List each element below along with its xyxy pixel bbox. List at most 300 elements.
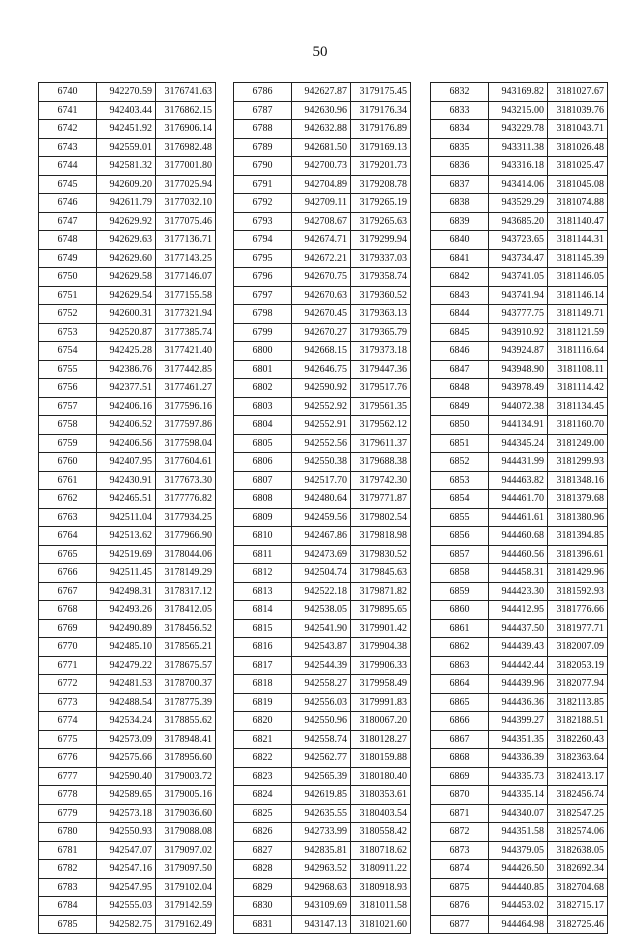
x-coordinate-cell: 943723.65 [489, 231, 548, 250]
table-row [431, 434, 608, 453]
point-number-cell: 6754 [39, 342, 97, 361]
x-coordinate-cell: 944351.35 [489, 730, 548, 749]
x-coordinate-cell: 942629.60 [97, 249, 156, 268]
x-coordinate-cell: 942544.39 [292, 656, 351, 675]
point-number-cell: 6876 [431, 897, 489, 916]
x-coordinate-cell: 942519.69 [97, 545, 156, 564]
point-number-cell: 6832 [431, 83, 489, 102]
x-coordinate-cell: 942552.91 [292, 416, 351, 435]
y-coordinate-cell: 3179742.30 [351, 471, 411, 490]
table-row [39, 878, 216, 897]
point-number-cell: 6743 [39, 138, 97, 157]
y-coordinate-cell: 3180558.42 [351, 823, 411, 842]
y-coordinate-cell: 3177673.30 [156, 471, 216, 490]
point-number-cell: 6790 [234, 157, 292, 176]
point-number-cell: 6845 [431, 323, 489, 342]
point-number-cell: 6833 [431, 101, 489, 120]
y-coordinate-cell: 3182456.74 [548, 786, 608, 805]
x-coordinate-cell: 943215.00 [489, 101, 548, 120]
y-coordinate-cell: 3181043.71 [548, 120, 608, 139]
y-coordinate-cell: 3177597.86 [156, 416, 216, 435]
y-coordinate-cell: 3178412.05 [156, 601, 216, 620]
y-coordinate-cell: 3181140.47 [548, 212, 608, 231]
y-coordinate-cell: 3179176.89 [351, 120, 411, 139]
y-coordinate-cell: 3179562.12 [351, 416, 411, 435]
point-number-cell: 6826 [234, 823, 292, 842]
y-coordinate-cell: 3181249.00 [548, 434, 608, 453]
y-coordinate-cell: 3177598.04 [156, 434, 216, 453]
table-row [234, 564, 411, 583]
y-coordinate-cell: 3179360.52 [351, 286, 411, 305]
point-number-cell: 6814 [234, 601, 292, 620]
x-coordinate-cell: 944439.43 [489, 638, 548, 657]
x-coordinate-cell: 942377.51 [97, 379, 156, 398]
point-number-cell: 6811 [234, 545, 292, 564]
x-coordinate-cell: 942968.63 [292, 878, 351, 897]
x-coordinate-cell: 942629.58 [97, 268, 156, 287]
table-row [234, 730, 411, 749]
y-coordinate-cell: 3181045.08 [548, 175, 608, 194]
y-coordinate-cell: 3179895.65 [351, 601, 411, 620]
point-number-cell: 6852 [431, 453, 489, 472]
x-coordinate-cell: 942425.28 [97, 342, 156, 361]
y-coordinate-cell: 3179906.33 [351, 656, 411, 675]
x-coordinate-cell: 942589.65 [97, 786, 156, 805]
point-number-cell: 6855 [431, 508, 489, 527]
point-number-cell: 6771 [39, 656, 97, 675]
x-coordinate-cell: 943414.06 [489, 175, 548, 194]
table-row [234, 471, 411, 490]
point-number-cell: 6805 [234, 434, 292, 453]
table-row [234, 416, 411, 435]
y-coordinate-cell: 3181039.76 [548, 101, 608, 120]
x-coordinate-cell: 942406.16 [97, 397, 156, 416]
table-row [234, 305, 411, 324]
point-number-cell: 6778 [39, 786, 97, 805]
point-number-cell: 6807 [234, 471, 292, 490]
x-coordinate-cell: 942406.52 [97, 416, 156, 435]
x-coordinate-cell: 942479.22 [97, 656, 156, 675]
x-coordinate-cell: 942550.96 [292, 712, 351, 731]
x-coordinate-cell: 942430.91 [97, 471, 156, 490]
y-coordinate-cell: 3181977.71 [548, 619, 608, 638]
x-coordinate-cell: 942565.39 [292, 767, 351, 786]
table-row [431, 268, 608, 287]
x-coordinate-cell: 943741.05 [489, 268, 548, 287]
x-coordinate-cell: 942552.92 [292, 397, 351, 416]
y-coordinate-cell: 3181116.64 [548, 342, 608, 361]
y-coordinate-cell: 3179871.82 [351, 582, 411, 601]
table-row [431, 490, 608, 509]
point-number-cell: 6749 [39, 249, 97, 268]
table-row [234, 675, 411, 694]
x-coordinate-cell: 942559.01 [97, 138, 156, 157]
y-coordinate-cell: 3182638.05 [548, 841, 608, 860]
x-coordinate-cell: 943147.13 [292, 915, 351, 934]
table-row [234, 342, 411, 361]
point-number-cell: 6758 [39, 416, 97, 435]
table-row [39, 249, 216, 268]
table-row [234, 286, 411, 305]
x-coordinate-cell: 942630.96 [292, 101, 351, 120]
y-coordinate-cell: 3181394.85 [548, 527, 608, 546]
point-number-cell: 6779 [39, 804, 97, 823]
table-row [431, 286, 608, 305]
table-row [234, 693, 411, 712]
table-row [431, 175, 608, 194]
point-number-cell: 6753 [39, 323, 97, 342]
y-coordinate-cell: 3177776.82 [156, 490, 216, 509]
point-number-cell: 6846 [431, 342, 489, 361]
x-coordinate-cell: 942493.26 [97, 601, 156, 620]
table-row [431, 786, 608, 805]
table-row [431, 749, 608, 768]
table-row [234, 582, 411, 601]
x-coordinate-cell: 942600.31 [97, 305, 156, 324]
point-number-cell: 6812 [234, 564, 292, 583]
point-number-cell: 6874 [431, 860, 489, 879]
y-coordinate-cell: 3181299.93 [548, 453, 608, 472]
point-number-cell: 6847 [431, 360, 489, 379]
x-coordinate-cell: 944464.98 [489, 915, 548, 934]
table-row [431, 453, 608, 472]
table-row [234, 601, 411, 620]
point-number-cell: 6830 [234, 897, 292, 916]
table-row [431, 342, 608, 361]
table-row [431, 804, 608, 823]
x-coordinate-cell: 942629.54 [97, 286, 156, 305]
y-coordinate-cell: 3179561.35 [351, 397, 411, 416]
y-coordinate-cell: 3179299.94 [351, 231, 411, 250]
y-coordinate-cell: 3177321.94 [156, 305, 216, 324]
table-row [431, 619, 608, 638]
x-coordinate-cell: 942619.85 [292, 786, 351, 805]
table-row [234, 138, 411, 157]
table-row [431, 379, 608, 398]
point-number-cell: 6854 [431, 490, 489, 509]
y-coordinate-cell: 3177001.80 [156, 157, 216, 176]
table-row [234, 619, 411, 638]
x-coordinate-cell: 944461.70 [489, 490, 548, 509]
x-coordinate-cell: 942451.92 [97, 120, 156, 139]
point-number-cell: 6819 [234, 693, 292, 712]
y-coordinate-cell: 3179088.08 [156, 823, 216, 842]
point-number-cell: 6745 [39, 175, 97, 194]
x-coordinate-cell: 942590.40 [97, 767, 156, 786]
x-coordinate-cell: 942407.95 [97, 453, 156, 472]
x-coordinate-cell: 942386.76 [97, 360, 156, 379]
y-coordinate-cell: 3181146.05 [548, 268, 608, 287]
table-row [39, 175, 216, 194]
x-coordinate-cell: 943685.20 [489, 212, 548, 231]
table-row [431, 823, 608, 842]
table-row [234, 194, 411, 213]
x-coordinate-cell: 942513.62 [97, 527, 156, 546]
x-coordinate-cell: 942733.99 [292, 823, 351, 842]
y-coordinate-cell: 3178775.39 [156, 693, 216, 712]
y-coordinate-cell: 3179176.34 [351, 101, 411, 120]
x-coordinate-cell: 942511.04 [97, 508, 156, 527]
table-row [39, 268, 216, 287]
y-coordinate-cell: 3179169.13 [351, 138, 411, 157]
y-coordinate-cell: 3177442.85 [156, 360, 216, 379]
table-row [431, 675, 608, 694]
table-row [39, 860, 216, 879]
y-coordinate-cell: 3180159.88 [351, 749, 411, 768]
table-row [39, 564, 216, 583]
x-coordinate-cell: 944426.50 [489, 860, 548, 879]
point-number-cell: 6817 [234, 656, 292, 675]
table-row [39, 675, 216, 694]
x-coordinate-cell: 942550.93 [97, 823, 156, 842]
point-number-cell: 6839 [431, 212, 489, 231]
table-row [431, 101, 608, 120]
y-coordinate-cell: 3179102.04 [156, 878, 216, 897]
point-number-cell: 6802 [234, 379, 292, 398]
table-row [431, 878, 608, 897]
point-number-cell: 6800 [234, 342, 292, 361]
point-number-cell: 6858 [431, 564, 489, 583]
x-coordinate-cell: 944461.61 [489, 508, 548, 527]
y-coordinate-cell: 3178565.21 [156, 638, 216, 657]
x-coordinate-cell: 942590.92 [292, 379, 351, 398]
x-coordinate-cell: 944072.38 [489, 397, 548, 416]
y-coordinate-cell: 3182715.17 [548, 897, 608, 916]
x-coordinate-cell: 942547.95 [97, 878, 156, 897]
table-row [234, 897, 411, 916]
table-row [431, 138, 608, 157]
x-coordinate-cell: 944439.96 [489, 675, 548, 694]
x-coordinate-cell: 942498.31 [97, 582, 156, 601]
x-coordinate-cell: 944134.91 [489, 416, 548, 435]
point-number-cell: 6761 [39, 471, 97, 490]
x-coordinate-cell: 944437.50 [489, 619, 548, 638]
x-coordinate-cell: 942681.50 [292, 138, 351, 157]
table-row [431, 767, 608, 786]
point-number-cell: 6865 [431, 693, 489, 712]
x-coordinate-cell: 942490.89 [97, 619, 156, 638]
y-coordinate-cell: 3179818.98 [351, 527, 411, 546]
table-row [39, 767, 216, 786]
y-coordinate-cell: 3179097.50 [156, 860, 216, 879]
point-number-cell: 6859 [431, 582, 489, 601]
point-number-cell: 6803 [234, 397, 292, 416]
y-coordinate-cell: 3181149.71 [548, 305, 608, 324]
x-coordinate-cell: 942627.87 [292, 83, 351, 102]
point-number-cell: 6849 [431, 397, 489, 416]
table-row [39, 379, 216, 398]
x-coordinate-cell: 942517.70 [292, 471, 351, 490]
table-row [431, 656, 608, 675]
x-coordinate-cell: 942552.56 [292, 434, 351, 453]
x-coordinate-cell: 943741.94 [489, 286, 548, 305]
y-coordinate-cell: 3177075.46 [156, 212, 216, 231]
point-number-cell: 6825 [234, 804, 292, 823]
y-coordinate-cell: 3179991.83 [351, 693, 411, 712]
y-coordinate-cell: 3180180.40 [351, 767, 411, 786]
point-number-cell: 6762 [39, 490, 97, 509]
y-coordinate-cell: 3181145.39 [548, 249, 608, 268]
x-coordinate-cell: 942541.90 [292, 619, 351, 638]
table-row [431, 545, 608, 564]
x-coordinate-cell: 942632.88 [292, 120, 351, 139]
x-coordinate-cell: 942538.05 [292, 601, 351, 620]
y-coordinate-cell: 3180918.93 [351, 878, 411, 897]
y-coordinate-cell: 3182260.43 [548, 730, 608, 749]
table-row [39, 120, 216, 139]
table-row [39, 194, 216, 213]
y-coordinate-cell: 3182113.85 [548, 693, 608, 712]
y-coordinate-cell: 3181348.16 [548, 471, 608, 490]
coordinate-table-right [430, 82, 608, 934]
table-row [431, 249, 608, 268]
x-coordinate-cell: 942543.87 [292, 638, 351, 657]
table-row [431, 212, 608, 231]
table-row [234, 804, 411, 823]
table-row [431, 83, 608, 102]
point-number-cell: 6861 [431, 619, 489, 638]
table-row [39, 360, 216, 379]
point-number-cell: 6806 [234, 453, 292, 472]
table-row [234, 749, 411, 768]
point-number-cell: 6823 [234, 767, 292, 786]
x-coordinate-cell: 943777.75 [489, 305, 548, 324]
point-number-cell: 6791 [234, 175, 292, 194]
point-number-cell: 6813 [234, 582, 292, 601]
point-number-cell: 6840 [431, 231, 489, 250]
table-row [39, 897, 216, 916]
point-number-cell: 6848 [431, 379, 489, 398]
table-row [234, 545, 411, 564]
point-number-cell: 6774 [39, 712, 97, 731]
table-row [431, 841, 608, 860]
table-row [39, 101, 216, 120]
y-coordinate-cell: 3179162.49 [156, 915, 216, 934]
y-coordinate-cell: 3181146.14 [548, 286, 608, 305]
y-coordinate-cell: 3177025.94 [156, 175, 216, 194]
point-number-cell: 6836 [431, 157, 489, 176]
point-number-cell: 6769 [39, 619, 97, 638]
x-coordinate-cell: 942481.53 [97, 675, 156, 694]
point-number-cell: 6824 [234, 786, 292, 805]
x-coordinate-cell: 944460.68 [489, 527, 548, 546]
point-number-cell: 6808 [234, 490, 292, 509]
y-coordinate-cell: 3181396.61 [548, 545, 608, 564]
x-coordinate-cell: 944351.58 [489, 823, 548, 842]
y-coordinate-cell: 3178149.29 [156, 564, 216, 583]
y-coordinate-cell: 3180128.27 [351, 730, 411, 749]
table-row [234, 508, 411, 527]
y-coordinate-cell: 3181074.88 [548, 194, 608, 213]
y-coordinate-cell: 3179363.13 [351, 305, 411, 324]
table-row [431, 564, 608, 583]
point-number-cell: 6794 [234, 231, 292, 250]
point-number-cell: 6870 [431, 786, 489, 805]
x-coordinate-cell: 944336.39 [489, 749, 548, 768]
y-coordinate-cell: 3177143.25 [156, 249, 216, 268]
point-number-cell: 6748 [39, 231, 97, 250]
point-number-cell: 6760 [39, 453, 97, 472]
point-number-cell: 6801 [234, 360, 292, 379]
y-coordinate-cell: 3179175.45 [351, 83, 411, 102]
point-number-cell: 6828 [234, 860, 292, 879]
y-coordinate-cell: 3181025.47 [548, 157, 608, 176]
y-coordinate-cell: 3182188.51 [548, 712, 608, 731]
table-row [39, 83, 216, 102]
x-coordinate-cell: 944340.07 [489, 804, 548, 823]
y-coordinate-cell: 3177385.74 [156, 323, 216, 342]
y-coordinate-cell: 3179036.60 [156, 804, 216, 823]
point-number-cell: 6834 [431, 120, 489, 139]
table-row [234, 915, 411, 934]
y-coordinate-cell: 3179830.52 [351, 545, 411, 564]
table-row [39, 730, 216, 749]
x-coordinate-cell: 942522.18 [292, 582, 351, 601]
table-row [234, 712, 411, 731]
x-coordinate-cell: 942670.27 [292, 323, 351, 342]
table-row [234, 212, 411, 231]
x-coordinate-cell: 944460.56 [489, 545, 548, 564]
table-row [431, 712, 608, 731]
page-number: 50 [312, 44, 328, 60]
y-coordinate-cell: 3179005.16 [156, 786, 216, 805]
point-number-cell: 6759 [39, 434, 97, 453]
table-row [39, 712, 216, 731]
y-coordinate-cell: 3181027.67 [548, 83, 608, 102]
y-coordinate-cell: 3178675.57 [156, 656, 216, 675]
table-row [431, 471, 608, 490]
point-number-cell: 6763 [39, 508, 97, 527]
point-number-cell: 6752 [39, 305, 97, 324]
table-row [431, 231, 608, 250]
y-coordinate-cell: 3182053.19 [548, 656, 608, 675]
point-number-cell: 6835 [431, 138, 489, 157]
y-coordinate-cell: 3177155.58 [156, 286, 216, 305]
y-coordinate-cell: 3181144.31 [548, 231, 608, 250]
y-coordinate-cell: 3179003.72 [156, 767, 216, 786]
table-row [431, 601, 608, 620]
y-coordinate-cell: 3182077.94 [548, 675, 608, 694]
table-row [39, 138, 216, 157]
point-number-cell: 6787 [234, 101, 292, 120]
table-row [234, 397, 411, 416]
x-coordinate-cell: 942573.18 [97, 804, 156, 823]
point-number-cell: 6799 [234, 323, 292, 342]
y-coordinate-cell: 3179142.59 [156, 897, 216, 916]
table-row [39, 638, 216, 657]
table-row [431, 416, 608, 435]
y-coordinate-cell: 3179373.18 [351, 342, 411, 361]
point-number-cell: 6783 [39, 878, 97, 897]
table-row [431, 508, 608, 527]
table-row [431, 157, 608, 176]
table-row [39, 508, 216, 527]
x-coordinate-cell: 942480.64 [292, 490, 351, 509]
point-number-cell: 6796 [234, 268, 292, 287]
point-number-cell: 6853 [431, 471, 489, 490]
table-row [39, 416, 216, 435]
point-number-cell: 6789 [234, 138, 292, 157]
point-number-cell: 6829 [234, 878, 292, 897]
table-row [234, 453, 411, 472]
table-row [39, 434, 216, 453]
table-row [234, 638, 411, 657]
table-row [234, 157, 411, 176]
point-number-cell: 6844 [431, 305, 489, 324]
x-coordinate-cell: 942485.10 [97, 638, 156, 657]
table-row [431, 915, 608, 934]
point-number-cell: 6755 [39, 360, 97, 379]
